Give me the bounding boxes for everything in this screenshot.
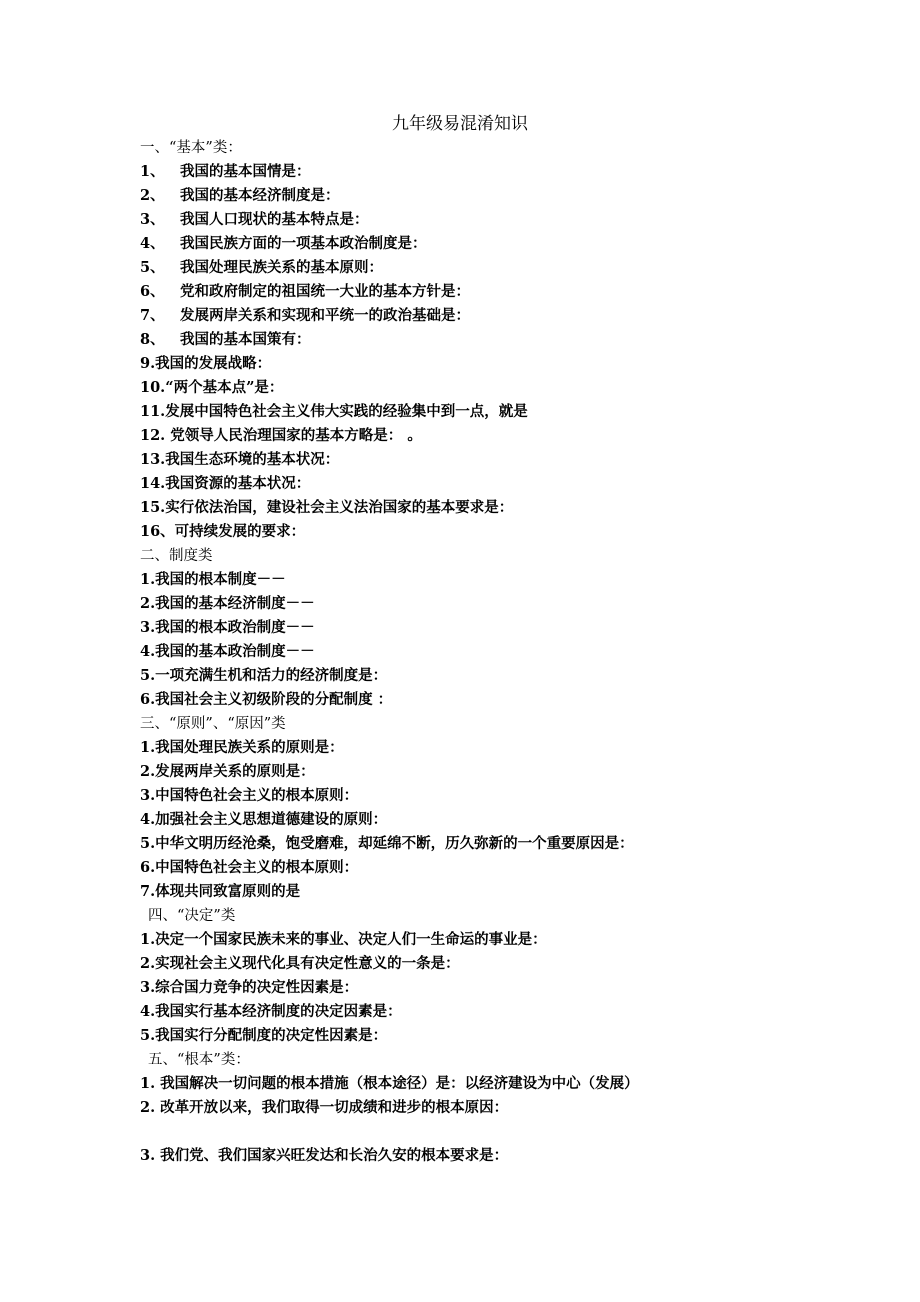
list-item: 7.体现共同致富原则的是 <box>140 883 301 900</box>
list-item: 1.决定一个国家民族未来的事业、决定人们一生命运的事业是： <box>140 931 547 948</box>
document-title: 九年级易混淆知识 <box>392 114 528 134</box>
list-item: 6.中国特色社会主义的根本原则： <box>140 859 359 876</box>
list-item <box>140 184 880 208</box>
list-item: 15.实行依法治国，建设社会主义法治国家的基本要求是： <box>140 499 514 516</box>
list-item: 2. 改革开放以来，我们取得一切成绩和进步的根本原因： <box>140 1099 509 1116</box>
list-item: 16、可持续发展的要求： <box>140 523 306 540</box>
list-item: 14.我国资源的基本状况： <box>140 475 311 492</box>
section-heading: 一、“基本”类： <box>140 140 242 156</box>
section-heading: 二、制度类 <box>140 548 213 564</box>
list-item: 12. 党领导人民治理国家的基本方略是： 。 <box>140 427 422 444</box>
list-item: 3.我国的根本政治制度－－ <box>140 619 315 636</box>
item-number: 1、 <box>140 163 165 180</box>
list-item: 13.我国生态环境的基本状况： <box>140 451 340 468</box>
list-item <box>140 232 880 256</box>
item-text: 我国民族方面的一项基本政治制度是： <box>180 235 427 252</box>
list-item: 10.“两个基本点”是： <box>140 379 284 396</box>
list-item: 4.我国实行基本经济制度的决定因素是： <box>140 1003 402 1020</box>
item-text: 发展两岸关系和实现和平统一的政治基础是： <box>180 307 470 324</box>
list-item <box>140 160 880 184</box>
item-number: 3、 <box>140 211 165 228</box>
list-item: 5.我国实行分配制度的决定性因素是： <box>140 1027 388 1044</box>
item-text: 我国的基本经济制度是： <box>180 187 340 204</box>
section-heading: 四、“决定”类 <box>148 908 236 924</box>
list-item: 3. 我们党、我们国家兴旺发达和长治久安的根本要求是： <box>140 1147 509 1164</box>
list-item: 2.发展两岸关系的原则是： <box>140 763 315 780</box>
item-text: 我国人口现状的基本特点是： <box>180 211 369 228</box>
list-item: 9.我国的发展战略： <box>140 355 272 372</box>
list-item <box>140 328 880 352</box>
list-item: 5.中华文明历经沧桑，饱受磨难，却延绵不断，历久弥新的一个重要原因是： <box>140 835 634 852</box>
item-text: 我国处理民族关系的基本原则： <box>180 259 383 276</box>
list-item <box>140 280 880 304</box>
item-number: 6、 <box>140 283 165 300</box>
section-heading: 五、“根本”类： <box>148 1052 250 1068</box>
item-text: 我国的基本国策有： <box>180 331 311 348</box>
list-item: 2.我国的基本经济制度－－ <box>140 595 315 612</box>
list-item: 4.我国的基本政治制度－－ <box>140 643 315 660</box>
blank-line <box>140 1120 880 1144</box>
list-item: 6.我国社会主义初级阶段的分配制度 ： <box>140 691 393 708</box>
section-heading: 三、“原则”、“原因”类 <box>140 716 286 732</box>
list-item: 3.中国特色社会主义的根本原则： <box>140 787 359 804</box>
list-item <box>140 208 880 232</box>
item-number: 2、 <box>140 187 165 204</box>
list-item <box>140 256 880 280</box>
list-item: 5.一项充满生机和活力的经济制度是： <box>140 667 388 684</box>
item-text: 我国的基本国情是： <box>180 163 311 180</box>
list-item: 1.我国处理民族关系的原则是： <box>140 739 344 756</box>
list-item: 11.发展中国特色社会主义伟大实践的经验集中到一点，就是 <box>140 403 528 420</box>
item-text: 党和政府制定的祖国统一大业的基本方针是： <box>180 283 470 300</box>
list-item: 4.加强社会主义思想道德建设的原则： <box>140 811 388 828</box>
list-item: 1.我国的根本制度－－ <box>140 571 286 588</box>
document-body <box>140 136 880 1168</box>
list-item: 3.综合国力竞争的决定性因素是： <box>140 979 359 996</box>
item-number: 5、 <box>140 259 165 276</box>
item-number: 4、 <box>140 235 165 252</box>
list-item: 2.实现社会主义现代化具有决定性意义的一条是： <box>140 955 460 972</box>
list-item <box>140 304 880 328</box>
list-item: 1. 我国解决一切问题的根本措施（根本途径）是：以经济建设为中心（发展） <box>140 1075 639 1092</box>
item-number: 8、 <box>140 331 165 348</box>
item-number: 7、 <box>140 307 165 324</box>
